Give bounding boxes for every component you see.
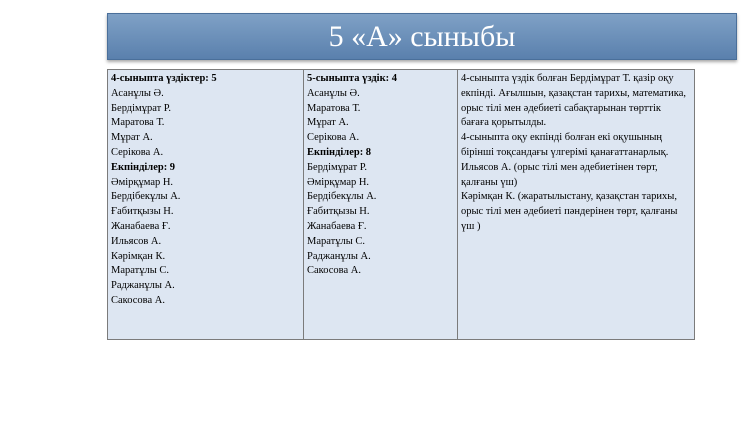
student-name: Сакосова А. — [111, 294, 165, 306]
student-name: Маратова Т. — [307, 102, 361, 114]
student-name: Бердімұрат Р. — [111, 102, 171, 114]
student-name: Жанабаева Ғ. — [111, 220, 171, 232]
slide-title: 5 «А» сыныбы — [107, 13, 737, 60]
grade4-excellent-header: 4-сыныпта үздіктер: 5 — [111, 73, 217, 84]
note-paragraph: 4-сыныпта үздік болған Бердімұрат Т. қазір оқу екпінді. Ағылшын, қазақстан тарихы, математика, орыс тілі мен әдебиеті сабақтарынан төрттік бағаға қорытылды. — [461, 73, 686, 129]
student-name: Серікова А. — [307, 132, 360, 144]
grade5-excellent-list — [307, 87, 454, 146]
grade5-good-header: Екпінділер: 8 — [307, 146, 372, 158]
student-name: Әмірқұмар Н. — [111, 176, 174, 188]
note-paragraph: 4-сыныпта оқу екпінді болған екі оқушының бірінші тоқсандағы үлгерімі қанағаттанарлық. — [461, 132, 669, 158]
grade5-excellent-header: 5-сыныпта үздік: 4 — [307, 73, 397, 84]
student-name: Ғабитқызы Н. — [111, 206, 174, 218]
student-name: Бердібекұлы А. — [111, 191, 181, 203]
note-paragraph: Кәрімқан К. (жаратылыстану, қазақстан тарихы, орыс тілі мен әдебиеті пәндерінен төрт, қалғаны үш ) — [461, 191, 678, 232]
grade4-good-list — [111, 176, 300, 309]
student-name: Раджанұлы А. — [111, 280, 175, 292]
student-name: Серікова А. — [111, 146, 164, 158]
grade4-good-header: Екпінділер: 9 — [111, 161, 176, 173]
student-name: Маратұлы С. — [111, 265, 170, 277]
student-name: Мұрат А. — [307, 117, 349, 129]
student-name: Маратұлы С. — [307, 235, 366, 247]
student-name: Бердібекұлы А. — [307, 191, 377, 203]
student-name: Бердімұрат Р. — [307, 161, 367, 173]
student-name: Ғабитқызы Н. — [307, 206, 370, 218]
student-results-table — [107, 69, 695, 340]
notes-column — [458, 70, 695, 340]
student-name: Раджанұлы А. — [307, 250, 371, 262]
table-row — [108, 70, 695, 340]
student-name: Асанұлы Ә. — [307, 87, 360, 99]
student-name: Ильясов А. — [111, 235, 162, 247]
grade5-good-list — [307, 161, 454, 279]
student-name: Әмірқұмар Н. — [307, 176, 370, 188]
grade5-column — [304, 70, 458, 340]
student-name: Кәрімқан К. — [111, 250, 166, 262]
grade4-column — [108, 70, 304, 340]
student-name: Сакосова А. — [307, 265, 361, 277]
student-name: Маратова Т. — [111, 117, 165, 129]
student-name: Мұрат А. — [111, 132, 153, 144]
grade4-excellent-list — [111, 87, 300, 161]
student-name: Жанабаева Ғ. — [307, 220, 367, 232]
student-name: Асанұлы Ә. — [111, 87, 164, 99]
note-paragraph: Ильясов А. (орыс тілі мен әдебиетінен төрт, қалғаны үш) — [461, 161, 658, 188]
notes-list — [461, 72, 691, 235]
